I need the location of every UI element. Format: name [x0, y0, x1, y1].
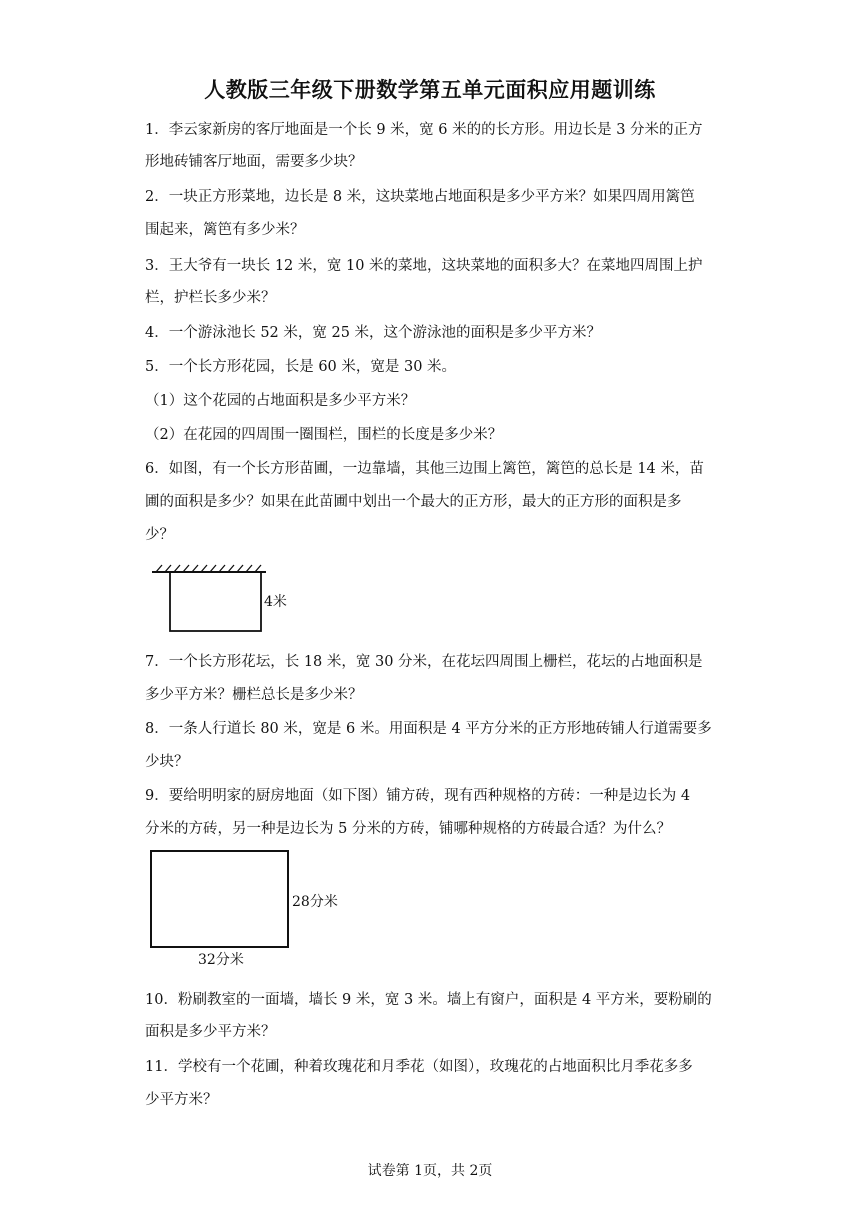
wall-hatching — [156, 565, 261, 572]
question-2-line-1: 2．一块正方形菜地，边长是 8 米，这块菜地占地面积是多少平方米？如果四周用篱笆 — [145, 189, 695, 205]
question-5-line-1: 5．一个长方形花园，长是 60 米，宽是 30 米。 — [145, 359, 457, 375]
question-9-line-2: 分米的方砖，另一种是边长为 5 分米的方砖，铺哪种规格的方砖最合适？为什么？ — [145, 821, 671, 837]
question-9-line-1: 9．要给明明家的厨房地面（如下图）铺方砖，现有西种规格的方砖：一种是边长为 4 — [145, 788, 691, 804]
question-4-line-1: 4．一个游泳池长 52 米，宽 25 米，这个游泳池的面积是多少平方米？ — [145, 325, 602, 341]
question-5-sub-1: （1）这个花园的占地面积是多少平方米？ — [145, 393, 416, 409]
question-3-line-2: 栏，护栏长多少米？ — [145, 290, 276, 306]
figure-kitchen-floor — [148, 848, 358, 973]
page-footer: 试卷第 1页，共 2页 — [367, 1163, 493, 1179]
question-10-line-2: 面积是多少平方米？ — [145, 1024, 276, 1040]
question-11-line-1: 11．学校有一个花圃，种着玫瑰花和月季花（如图），玫瑰花的占地面积比月季花多多 — [145, 1059, 693, 1075]
page-title: 人教版三年级下册数学第五单元面积应用题训练 — [204, 77, 656, 102]
question-10-line-1: 10．粉刷教室的一面墙，墙长 9 米，宽 3 米。墙上有窗户，面积是 4 平方米，要粉刷的 — [145, 992, 712, 1008]
question-1-line-1: 1．李云家新房的客厅地面是一个长 9 米，宽 6 米的的长方形。用边长是 3 分米的正方 — [145, 122, 703, 138]
nursery-rectangle — [170, 572, 261, 631]
question-2-line-2: 围起来，篱笆有多少米？ — [145, 222, 305, 238]
question-7-line-1: 7．一个长方形花坛，长 18 米，宽 30 分米，在花坛四周围上栅栏，花坛的占地面积是 — [145, 654, 703, 670]
question-1-line-2: 形地砖铺客厅地面，需要多少块？ — [145, 154, 363, 170]
figure-nursery-wall — [148, 560, 308, 640]
question-8-line-2: 少块？ — [145, 754, 189, 770]
question-6-line-1: 6．如图，有一个长方形苗圃，一边靠墙，其他三边围上篱笆，篱笆的总长是 14 米，苗 — [145, 461, 704, 477]
question-6-line-2: 圃的面积是多少？如果在此苗圃中划出一个最大的正方形，最大的正方形的面积是多 — [145, 494, 682, 510]
question-6-line-3: 少？ — [145, 527, 174, 543]
question-3-line-1: 3．王大爷有一块长 12 米，宽 10 米的菜地，这块菜地的面积多大？在菜地四周围上护 — [145, 258, 703, 274]
nursery-diagram — [148, 560, 308, 640]
question-7-line-2: 多少平方米？栅栏总长是多少米？ — [145, 687, 363, 703]
question-8-line-1: 8．一条人行道长 80 米，宽是 6 米。用面积是 4 平方分米的正方形地砖铺人行道需要多 — [145, 721, 712, 737]
question-11-line-2: 少平方米？ — [145, 1092, 218, 1108]
kitchen-diagram — [148, 848, 358, 973]
kitchen-side-label: 28分米 — [292, 894, 338, 910]
question-5-sub-2: （2）在花园的四周围一圈围栏，围栏的长度是多少米？ — [145, 427, 503, 443]
kitchen-bottom-label: 32分米 — [198, 952, 244, 968]
kitchen-rectangle — [151, 851, 288, 947]
nursery-side-label: 4米 — [264, 594, 287, 610]
